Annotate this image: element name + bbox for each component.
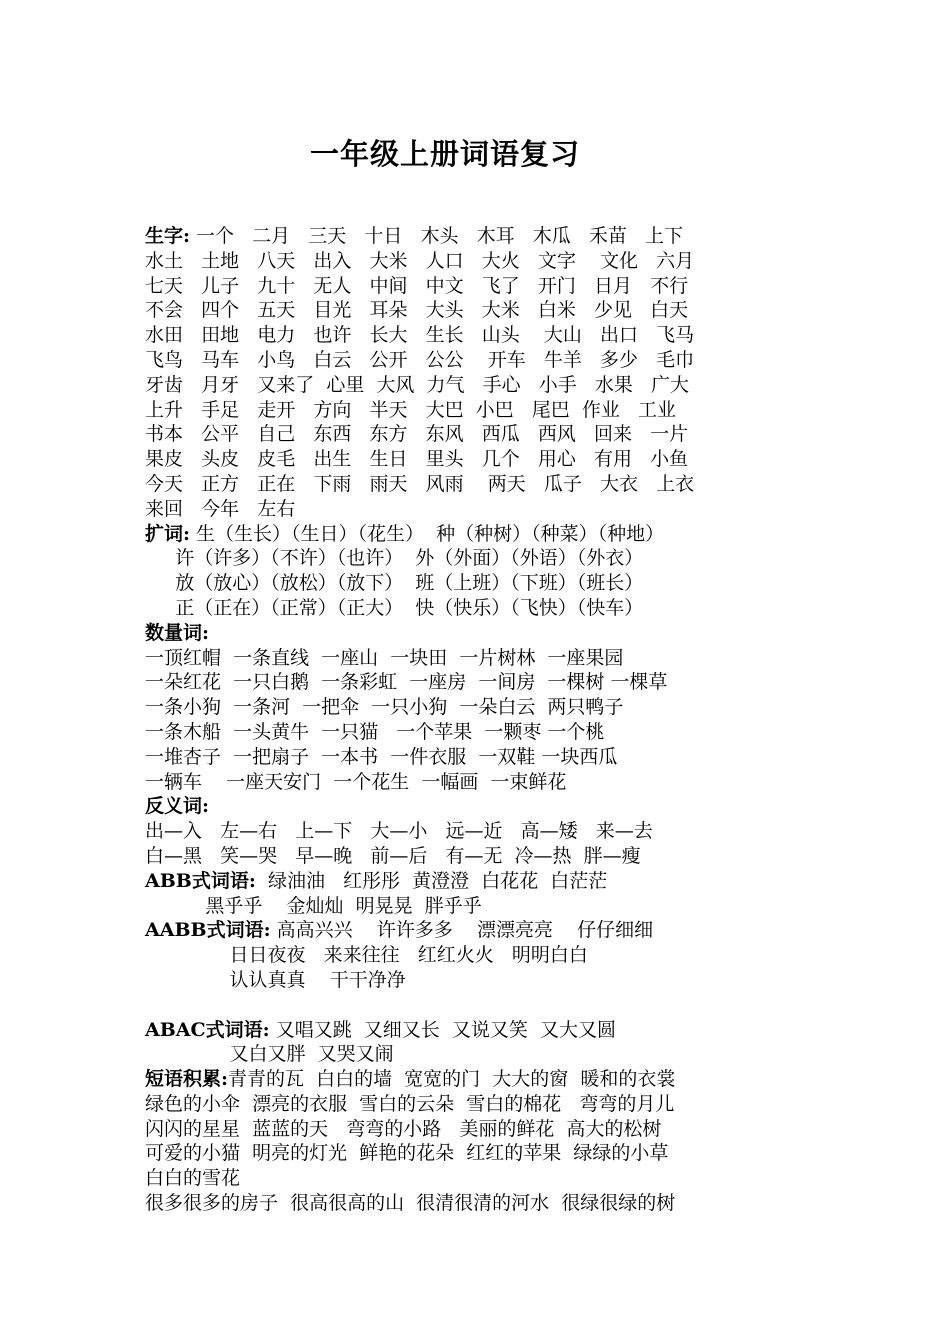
aabb-line: 认认真真 干干净净 [145, 968, 406, 991]
abac-line: 又白又胖 又哭又闹 [145, 1043, 394, 1066]
document-body [145, 224, 825, 1216]
fanyici-line: 白—黑 笑—哭 早—晚 前—后 有—无 冷—热 胖—瘦 [145, 844, 641, 867]
abac-line [145, 1018, 825, 1043]
shengzi-line: 七天 儿子 九十 无人 中间 中文 飞了 开门 日月 不行 [145, 274, 689, 297]
shengzi-line: 上升 手足 走开 方向 半天 大巴 小巴 尾巴 作业 工业 [145, 398, 676, 421]
shengzi-words: 一个 二月 三天 十日 木头 木耳 木瓜 禾苗 上下 [190, 225, 684, 247]
liangci-line: 一堆杏子 一把扇子 一本书 一件衣服 一双鞋 一块西瓜 [145, 745, 618, 768]
aabb-line: 日日夜夜 来来往往 红红火火 明明白白 [145, 944, 588, 967]
duanyu-line: 很多很多的房子 很高很高的山 很清很清的河水 很绿很绿的树 [145, 1192, 676, 1215]
liangci-line: 一条小狗 一条河 一把伞 一只小狗 一朵白云 两只鸭子 [145, 696, 624, 719]
abac-label: ABAC式词语: [145, 1018, 270, 1041]
kuoci-line: 许（许多）（不许）（也许） 外（外面）（外语）（外衣） [145, 547, 644, 570]
liangci-label: 数量词: [145, 621, 210, 644]
liangci-line: 一辆车 一座天安门 一个花生 一幅画 一束鲜花 [145, 770, 567, 793]
liangci-line: 一顶红帽 一条直线 一座山 一块田 一片树林 一座果园 [145, 646, 624, 669]
aabb-label: AABB式词语: [145, 919, 271, 942]
shengzi-line [145, 224, 825, 249]
kuoci-line: 正（正在）（正常）（正大） 快（快乐）（飞快）（快车） [145, 596, 644, 619]
shengzi-line: 今天 正方 正在 下雨 雨天 风雨 两天 瓜子 大衣 上衣 [145, 472, 695, 495]
shengzi-line: 果皮 头皮 皮毛 出生 生日 里头 几个 用心 有用 小鱼 [145, 448, 689, 471]
abb-words: 绿油油 红彤彤 黄澄澄 白花花 白茫茫 [255, 869, 608, 892]
shengzi-line: 不会 四个 五天 目光 耳朵 大头 大米 白米 少见 白天 [145, 299, 689, 322]
shengzi-line: 来回 今年 左右 [145, 497, 296, 520]
kuoci-words: 生（生长）（生日）（花生） 种（种树）（种菜）（种地） [190, 522, 665, 545]
duanyu-line: 绿色的小伞 漂亮的衣服 雪白的云朵 雪白的棉花 弯弯的月儿 [145, 1092, 675, 1115]
shengzi-line: 水田 田地 电力 也许 长大 生长 山头 大山 出口 飞马 [145, 324, 695, 347]
kuoci-line: 放（放心）（放松）（放下） 班（上班）（下班）（班长） [145, 572, 644, 595]
blank-line [145, 993, 825, 1018]
aabb-words: 高高兴兴 许许多多 漂漂亮亮 仔仔细细 [270, 919, 654, 942]
liangci-line: 一条木船 一头黄牛 一只猫 一个苹果 一颗枣 一个桃 [145, 720, 605, 743]
duanyu-label: 短语积累: [145, 1068, 229, 1091]
abb-line: 黑乎乎 金灿灿 明晃晃 胖乎乎 [145, 894, 482, 917]
duanyu-words: 青青的瓦 白白的墙 宽宽的门 大大的窗 暖和的衣裳 [228, 1068, 676, 1091]
duanyu-line [145, 1067, 825, 1092]
fanyici-label: 反义词: [145, 795, 210, 818]
abb-label: ABB式词语: [145, 869, 256, 892]
duanyu-line: 白白的雪花 [145, 1167, 241, 1190]
shengzi-line: 书本 公平 自己 东西 东方 东风 西瓜 西风 回来 一片 [145, 423, 689, 446]
page-title: 一年级上册词语复习 [309, 137, 580, 171]
shengzi-label: 生字: [145, 225, 191, 247]
aabb-line [145, 918, 825, 943]
shengzi-line: 牙齿 月牙 又来了 心里 大风 力气 手心 小手 水果 广大 [145, 373, 689, 396]
abb-line [145, 869, 825, 894]
duanyu-line: 可爱的小猫 明亮的灯光 鲜艳的花朵 红红的苹果 绿绿的小草 [145, 1142, 669, 1165]
fanyici-line: 出—入 左—右 上—下 大—小 远—近 高—矮 来—去 [145, 820, 653, 843]
shengzi-line: 飞鸟 马车 小鸟 白云 公开 公公 开车 牛羊 多少 毛巾 [145, 348, 695, 371]
liangci-line: 一朵红花 一只白鹅 一条彩虹 一座房 一间房 一棵树 一棵草 [145, 671, 668, 694]
abac-words: 又唱又跳 又细又长 又说又笑 又大又圆 [269, 1018, 616, 1041]
kuoci-line [145, 522, 825, 547]
kuoci-label: 扩词: [145, 522, 191, 545]
duanyu-line: 闪闪的星星 蓝蓝的天 弯弯的小路 美丽的鲜花 高大的松树 [145, 1117, 662, 1140]
shengzi-line: 水土 土地 八天 出入 大米 人口 大火 文字 文化 六月 [145, 249, 695, 272]
